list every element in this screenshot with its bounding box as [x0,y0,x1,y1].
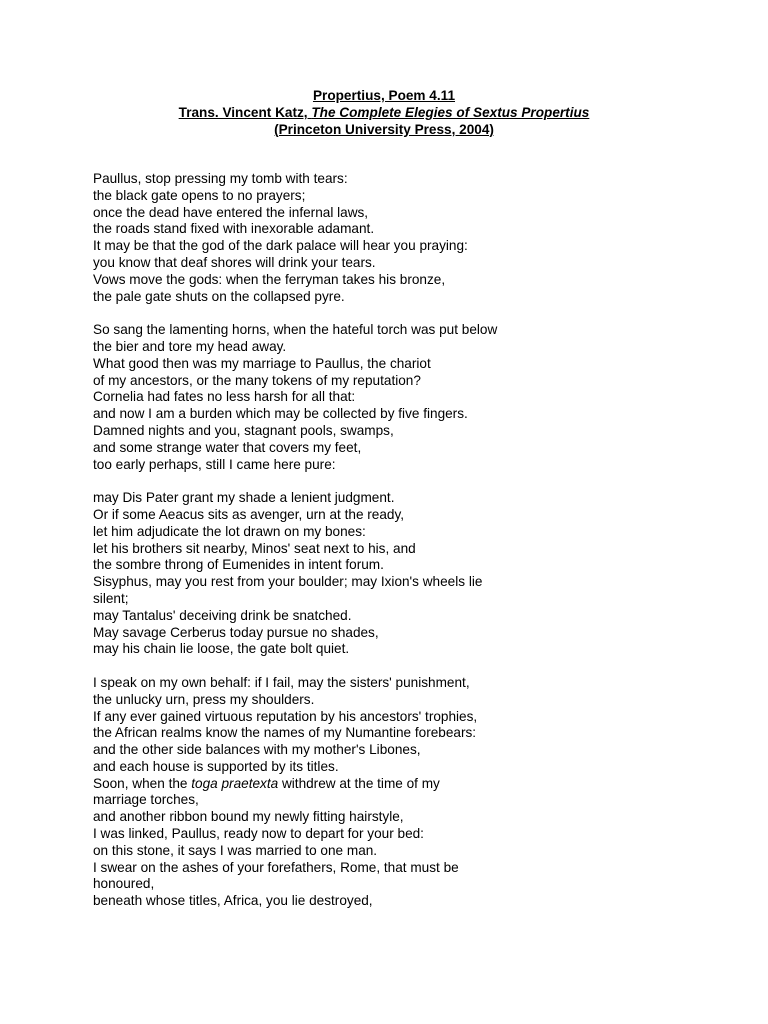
header-translation [0,105,768,122]
header-publisher: (Princeton University Press, 2004) [274,121,494,137]
poem-line: I swear on the ashes of your forefathers, Rome, that must be [93,859,459,875]
poem-line: honoured, [93,876,155,892]
poem-line: May savage Cerberus today pursue no shades, [93,624,379,640]
poem-line: the black gate opens to no prayers; [93,187,306,203]
poem-line: may his chain lie loose, the gate bolt quiet. [93,641,350,657]
poem-body [93,171,733,927]
poem-line: Or if some Aeacus sits as avenger, urn at the ready, [93,506,405,522]
stanza-2 [93,322,733,473]
poem-line-segment: withdrew at the time of my [278,775,440,791]
header-translator: Trans. Vincent Katz, [178,104,312,120]
poem-line: and the other side balances with my mother's Libones, [93,742,421,758]
poem-line: Paullus, stop pressing my tomb with tears: [93,171,348,186]
poem-line: and now I am a burden which may be collected by five fingers. [93,406,468,422]
poem-line: Damned nights and you, stagnant pools, swamps, [93,422,394,438]
poem-line-toga [93,776,733,793]
poem-line: What good then was my marriage to Paullus, the chariot [93,355,431,371]
poem-line: may Dis Pater grant my shade a lenient judgment. [93,490,395,506]
document-header [0,88,768,138]
poem-line: I speak on my own behalf: if I fail, may the sisters' punishment, [93,674,470,690]
poem-line: may Tantalus' deceiving drink be snatched. [93,607,352,623]
stanza-1 [93,171,733,305]
poem-line: let his brothers sit nearby, Minos' seat next to his, and [93,540,416,556]
header-book-title: The Complete Elegies of Sextus Propertius [311,104,590,120]
header-title: Propertius, Poem 4.11 [312,88,456,103]
poem-line: beneath whose titles, Africa, you lie destroyed, [93,893,373,909]
poem-line: on this stone, it says I was married to one man. [93,842,378,858]
poem-line: the African realms know the names of my Numantine forebears: [93,725,477,741]
stanza-4 [93,675,733,910]
poem-line: Sisyphus, may you rest from your boulder; may Ixion's wheels lie [93,574,483,590]
poem-line: let him adjudicate the lot drawn on my bones: [93,523,366,539]
poem-italic-phrase: toga praetexta [191,775,279,791]
poem-line: and another ribbon bound my newly fitting hairstyle, [93,809,404,825]
poem-line: I was linked, Paullus, ready now to depart for your bed: [93,826,424,842]
poem-line: too early perhaps, still I came here pure: [93,456,336,472]
poem-line: the sombre throng of Eumenides in intent forum. [93,557,384,573]
poem-line: the roads stand fixed with inexorable adamant. [93,221,375,237]
poem-line: and each house is supported by its titles. [93,758,339,774]
poem-line: the bier and tore my head away. [93,338,287,354]
poem-line-segment: Soon, when the [93,775,192,791]
poem-line: you know that deaf shores will drink your tears. [93,254,376,270]
poem-line: So sang the lamenting horns, when the hateful torch was put below [93,322,498,338]
poem-line: It may be that the god of the dark palace will hear you praying: [93,238,468,254]
poem-line: If any ever gained virtuous reputation by his ancestors' trophies, [93,708,478,724]
poem-line: the unlucky urn, press my shoulders. [93,691,315,707]
poem-line: silent; [93,590,129,606]
poem-line: Cornelia had fates no less harsh for all that: [93,389,356,405]
poem-line: marriage torches, [93,792,199,808]
poem-line: Vows move the gods: when the ferryman takes his bronze, [93,271,446,287]
poem-line: of my ancestors, or the many tokens of my reputation? [93,372,421,388]
stanza-3 [93,490,733,658]
poem-line: once the dead have entered the infernal laws, [93,204,369,220]
poem-line: and some strange water that covers my feet, [93,439,362,455]
poem-line: the pale gate shuts on the collapsed pyre. [93,288,345,304]
